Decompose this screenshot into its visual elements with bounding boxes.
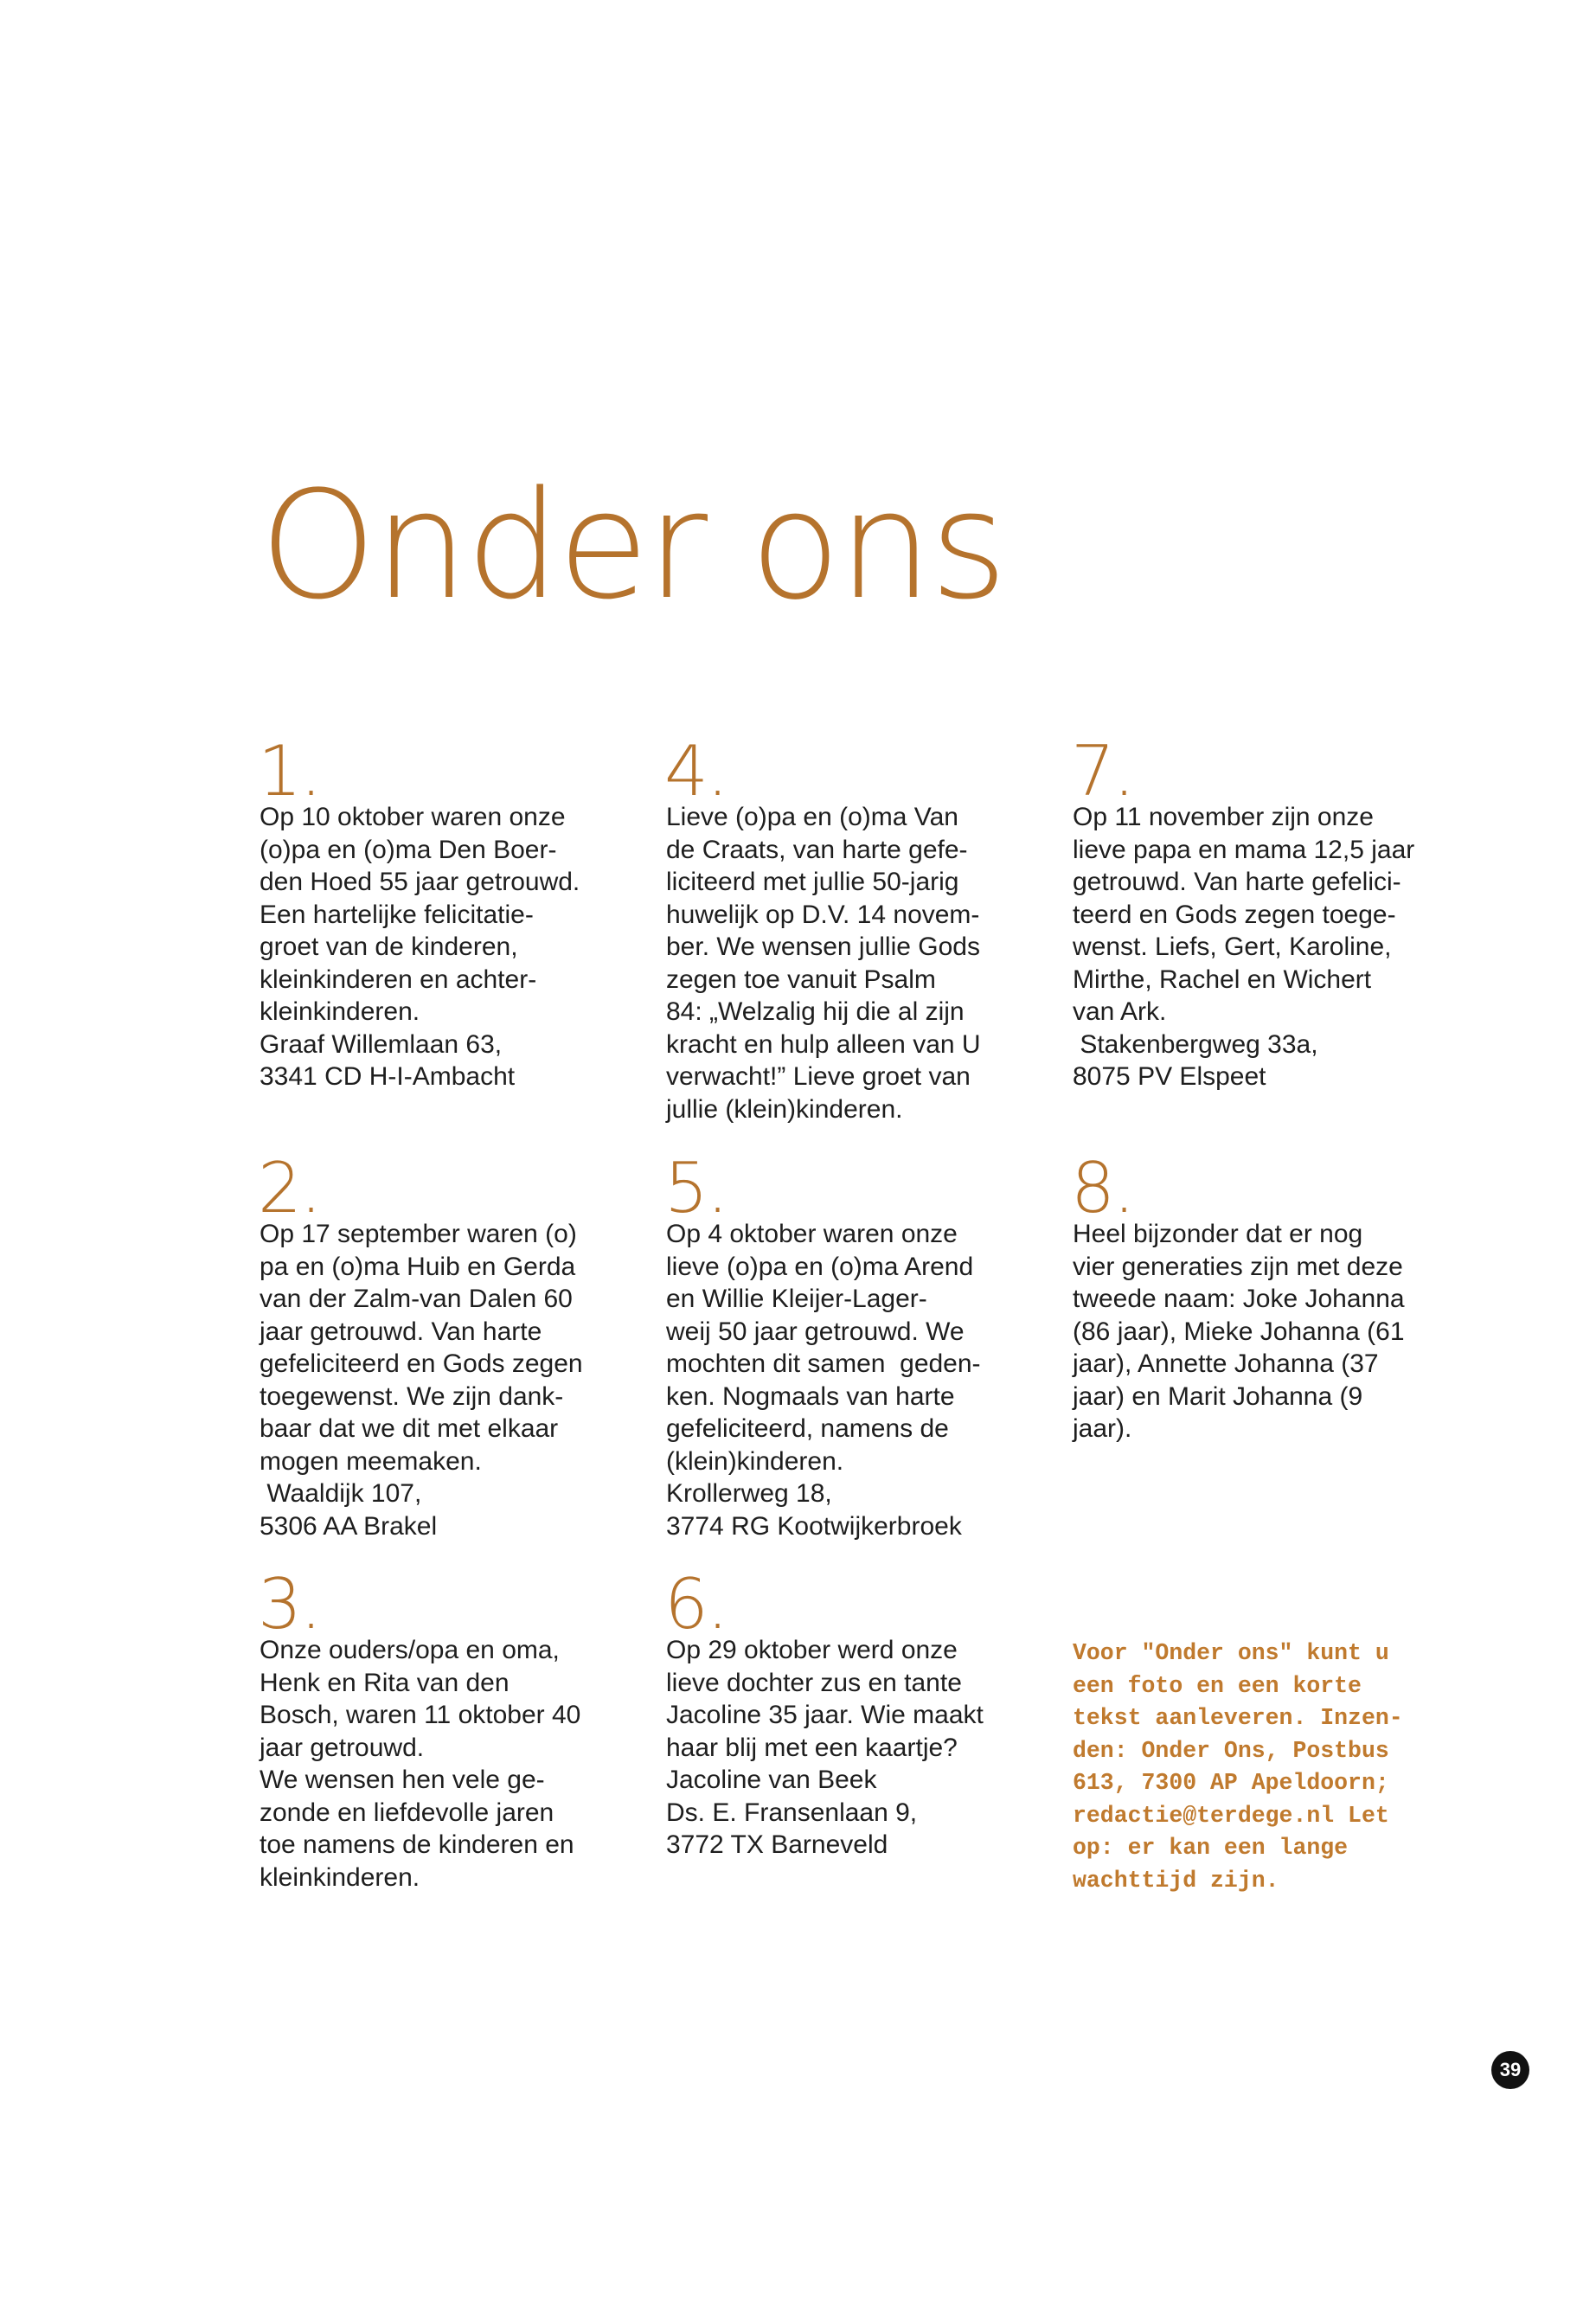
submission-note: Voor "Onder ons" kunt u een foto en een korte tekst aanleveren. Inzen- den: Onder Ons, Postbus 613, 7300 AP Apeldoorn; redactie@terdege.nl Let op: er kan een lange wachttijd zijn.: [1073, 1640, 1403, 1894]
entry-text: Onze ouders/opa en oma, Henk en Rita van den Bosch, waren 11 oktober 40 jaar getrouwd. We wensen hen vele ge- zonde en liefdevolle jaren toe namens de kinderen en kleinkinderen.: [260, 1636, 581, 1892]
page-title: Onder ons: [260, 458, 1005, 632]
entry-4: [664, 731, 1029, 1125]
entry-number: 3.: [258, 1564, 321, 1644]
entry-8: [1071, 1148, 1436, 1445]
entry-number: 8.: [1071, 1148, 1134, 1228]
entry-number: 6.: [664, 1564, 727, 1644]
entry-number: 4.: [664, 731, 727, 811]
entry-number: 2.: [258, 1148, 321, 1228]
entry-text: Op 10 oktober waren onze (o)pa en (o)ma Den Boer- den Hoed 55 jaar getrouwd. Een hartelijke felicitatie- groet van de kinderen, kleinkinderen en achter- kleinkinderen. Graaf Willemlaan 63, 3341 CD H-I-Ambacht: [260, 803, 580, 1091]
entry-text: Lieve (o)pa en (o)ma Van de Craats, van harte gefe- liciteerd met jullie 50-jarig huwelijk op D.V. 14 novem- ber. We wensen jullie Gods zegen toe vanuit Psalm 84: „Welzalig hij die al zijn kracht en hulp alleen van U verwacht!” Lieve groet van jullie (klein)kinderen.: [666, 803, 981, 1124]
page-number-badge: 39: [1491, 2051, 1529, 2089]
entry-7: [1071, 731, 1436, 1093]
entry-text: Op 29 oktober werd onze lieve dochter zus en tante Jacoline 35 jaar. Wie maakt haar blij met een kaartje? Jacoline van Beek Ds. E. Fransenlaan 9, 3772 TX Barneveld: [666, 1636, 984, 1859]
entry-2: [258, 1148, 623, 1542]
entry-text: Op 17 september waren (o) pa en (o)ma Huib en Gerda van der Zalm-van Dalen 60 jaar getrouwd. Van harte gefeliciteerd en Gods zegen toegewenst. We zijn dank- baar dat we dit met elkaar mogen meemaken. Waaldijk 107, 5306 AA Brakel: [260, 1220, 583, 1541]
entry-number: 5.: [664, 1148, 727, 1228]
entry-text: Op 4 oktober waren onze lieve (o)pa en (o)ma Arend en Willie Kleijer-Lager- weij 50 jaar getrouwd. We mochten dit samen geden- ken. Nogmaals van harte gefeliciteerd, namens de (klein)kinderen. Krollerweg 18, 3774 RG Kootwijkerbroek: [666, 1220, 981, 1541]
entry-number: 1.: [258, 731, 321, 811]
entry-5: [664, 1148, 1029, 1542]
entry-text: Op 11 november zijn onze lieve papa en mama 12,5 jaar getrouwd. Van harte gefelici- teerd en Gods zegen toege- wenst. Liefs, Gert, Karoline, Mirthe, Rachel en Wichert van Ark. Stakenbergweg 33a, 8075 PV Elspeet: [1073, 803, 1415, 1091]
entry-6: [664, 1564, 1029, 1862]
entry-number: 7.: [1071, 731, 1134, 811]
entry-3: [258, 1564, 623, 1894]
entry-text: Heel bijzonder dat er nog vier generaties zijn met deze tweede naam: Joke Johanna (86 jaar), Mieke Johanna (61 jaar), Annette Johanna (37 jaar) en Marit Johanna (9 jaar).: [1073, 1220, 1405, 1443]
entry-1: [258, 731, 623, 1093]
